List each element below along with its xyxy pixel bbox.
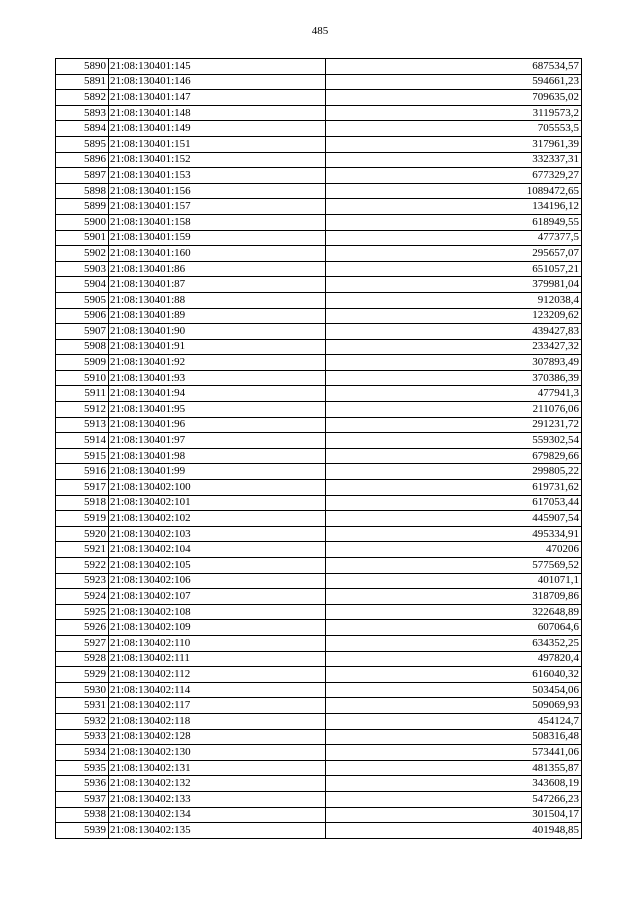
table-row (56, 526, 582, 542)
cadastral-number: 21:08:130402:128 (109, 729, 326, 745)
row-number: 5937 (56, 791, 109, 807)
cadastral-number: 21:08:130401:159 (109, 230, 326, 246)
table-row (56, 558, 582, 574)
value-cell: 307893,49 (326, 355, 582, 371)
value-cell: 477941,3 (326, 386, 582, 402)
table-row (56, 589, 582, 605)
cadastral-number: 21:08:130402:105 (109, 558, 326, 574)
row-number: 5896 (56, 152, 109, 168)
value-cell: 370386,39 (326, 370, 582, 386)
cadastral-number: 21:08:130401:92 (109, 355, 326, 371)
table-row (56, 230, 582, 246)
value-cell: 322648,89 (326, 604, 582, 620)
cadastral-number: 21:08:130401:149 (109, 121, 326, 137)
table-row (56, 90, 582, 106)
table-row (56, 277, 582, 293)
cadastral-number: 21:08:130402:103 (109, 526, 326, 542)
data-table (55, 58, 582, 839)
cadastral-number: 21:08:130402:133 (109, 791, 326, 807)
cadastral-number: 21:08:130402:130 (109, 745, 326, 761)
table-row (56, 760, 582, 776)
row-number: 5900 (56, 214, 109, 230)
table-row (56, 74, 582, 90)
table-row (56, 698, 582, 714)
value-cell: 211076,06 (326, 402, 582, 418)
row-number: 5930 (56, 682, 109, 698)
row-number: 5938 (56, 807, 109, 823)
row-number: 5892 (56, 90, 109, 106)
cadastral-number: 21:08:130401:90 (109, 324, 326, 340)
cadastral-number: 21:08:130401:94 (109, 386, 326, 402)
value-cell: 317961,39 (326, 136, 582, 152)
table-row (56, 199, 582, 215)
value-cell: 616040,32 (326, 667, 582, 683)
row-number: 5893 (56, 105, 109, 121)
row-number: 5902 (56, 246, 109, 262)
row-number: 5939 (56, 823, 109, 839)
table-row (56, 542, 582, 558)
cadastral-number: 21:08:130401:158 (109, 214, 326, 230)
table-row (56, 823, 582, 839)
cadastral-number: 21:08:130402:111 (109, 651, 326, 667)
table-row (56, 214, 582, 230)
table-row (56, 168, 582, 184)
table-row (56, 246, 582, 262)
value-cell: 481355,87 (326, 760, 582, 776)
row-number: 5925 (56, 604, 109, 620)
table-row (56, 776, 582, 792)
row-number: 5908 (56, 339, 109, 355)
value-cell: 497820,4 (326, 651, 582, 667)
cadastral-number: 21:08:130402:101 (109, 495, 326, 511)
cadastral-number: 21:08:130401:96 (109, 417, 326, 433)
table-row (56, 121, 582, 137)
row-number: 5891 (56, 74, 109, 90)
cadastral-number: 21:08:130402:107 (109, 589, 326, 605)
cadastral-number: 21:08:130402:112 (109, 667, 326, 683)
table-row (56, 308, 582, 324)
row-number: 5906 (56, 308, 109, 324)
table-row (56, 604, 582, 620)
table-row (56, 324, 582, 340)
cadastral-number: 21:08:130401:99 (109, 464, 326, 480)
value-cell: 1089472,65 (326, 183, 582, 199)
cadastral-number: 21:08:130401:157 (109, 199, 326, 215)
value-cell: 401948,85 (326, 823, 582, 839)
row-number: 5910 (56, 370, 109, 386)
row-number: 5927 (56, 635, 109, 651)
row-number: 5901 (56, 230, 109, 246)
row-number: 5899 (56, 199, 109, 215)
table-row (56, 651, 582, 667)
row-number: 5921 (56, 542, 109, 558)
table-row (56, 136, 582, 152)
value-cell: 123209,62 (326, 308, 582, 324)
table-row (56, 713, 582, 729)
row-number: 5933 (56, 729, 109, 745)
value-cell: 607064,6 (326, 620, 582, 636)
value-cell: 233427,32 (326, 339, 582, 355)
cadastral-number: 21:08:130402:106 (109, 573, 326, 589)
value-cell: 618949,55 (326, 214, 582, 230)
table-row (56, 386, 582, 402)
row-number: 5904 (56, 277, 109, 293)
cadastral-number: 21:08:130401:145 (109, 59, 326, 75)
row-number: 5918 (56, 495, 109, 511)
value-cell: 573441,06 (326, 745, 582, 761)
table-row (56, 635, 582, 651)
row-number: 5935 (56, 760, 109, 776)
cadastral-number: 21:08:130401:98 (109, 448, 326, 464)
value-cell: 677329,27 (326, 168, 582, 184)
cadastral-number: 21:08:130402:132 (109, 776, 326, 792)
row-number: 5915 (56, 448, 109, 464)
row-number: 5890 (56, 59, 109, 75)
row-number: 5920 (56, 526, 109, 542)
row-number: 5929 (56, 667, 109, 683)
cadastral-number: 21:08:130402:118 (109, 713, 326, 729)
value-cell: 495334,91 (326, 526, 582, 542)
table-body (56, 59, 582, 839)
cadastral-number: 21:08:130401:95 (109, 402, 326, 418)
value-cell: 559302,54 (326, 433, 582, 449)
value-cell: 470206 (326, 542, 582, 558)
cadastral-number: 21:08:130402:104 (109, 542, 326, 558)
row-number: 5936 (56, 776, 109, 792)
value-cell: 617053,44 (326, 495, 582, 511)
table-row (56, 620, 582, 636)
row-number: 5932 (56, 713, 109, 729)
value-cell: 679829,66 (326, 448, 582, 464)
value-cell: 295657,07 (326, 246, 582, 262)
cadastral-number: 21:08:130401:160 (109, 246, 326, 262)
table-row (56, 511, 582, 527)
cadastral-number: 21:08:130401:152 (109, 152, 326, 168)
cadastral-number: 21:08:130401:153 (109, 168, 326, 184)
value-cell: 912038,4 (326, 292, 582, 308)
row-number: 5928 (56, 651, 109, 667)
row-number: 5926 (56, 620, 109, 636)
row-number: 5907 (56, 324, 109, 340)
table-row (56, 183, 582, 199)
table-row (56, 433, 582, 449)
row-number: 5905 (56, 292, 109, 308)
value-cell: 634352,25 (326, 635, 582, 651)
cadastral-number: 21:08:130401:89 (109, 308, 326, 324)
row-number: 5923 (56, 573, 109, 589)
row-number: 5897 (56, 168, 109, 184)
value-cell: 299805,22 (326, 464, 582, 480)
cadastral-number: 21:08:130401:146 (109, 74, 326, 90)
row-number: 5903 (56, 261, 109, 277)
value-cell: 318709,86 (326, 589, 582, 605)
row-number: 5894 (56, 121, 109, 137)
row-number: 5934 (56, 745, 109, 761)
cadastral-number: 21:08:130401:86 (109, 261, 326, 277)
cadastral-number: 21:08:130402:134 (109, 807, 326, 823)
cadastral-number: 21:08:130402:117 (109, 698, 326, 714)
table-row (56, 105, 582, 121)
table-row (56, 448, 582, 464)
value-cell: 508316,48 (326, 729, 582, 745)
row-number: 5912 (56, 402, 109, 418)
row-number: 5898 (56, 183, 109, 199)
cadastral-number: 21:08:130402:131 (109, 760, 326, 776)
value-cell: 709635,02 (326, 90, 582, 106)
row-number: 5911 (56, 386, 109, 402)
value-cell: 3119573,2 (326, 105, 582, 121)
cadastral-number: 21:08:130402:114 (109, 682, 326, 698)
table-row (56, 370, 582, 386)
table-row (56, 480, 582, 496)
value-cell: 577569,52 (326, 558, 582, 574)
row-number: 5922 (56, 558, 109, 574)
row-number: 5913 (56, 417, 109, 433)
cadastral-number: 21:08:130402:135 (109, 823, 326, 839)
value-cell: 445907,54 (326, 511, 582, 527)
cadastral-number: 21:08:130401:156 (109, 183, 326, 199)
value-cell: 401071,1 (326, 573, 582, 589)
row-number: 5914 (56, 433, 109, 449)
table-row (56, 402, 582, 418)
row-number: 5909 (56, 355, 109, 371)
cadastral-number: 21:08:130401:151 (109, 136, 326, 152)
row-number: 5917 (56, 480, 109, 496)
value-cell: 619731,62 (326, 480, 582, 496)
cadastral-number: 21:08:130401:91 (109, 339, 326, 355)
table-row (56, 292, 582, 308)
value-cell: 705553,5 (326, 121, 582, 137)
cadastral-number: 21:08:130402:110 (109, 635, 326, 651)
value-cell: 379981,04 (326, 277, 582, 293)
table-row (56, 59, 582, 75)
value-cell: 503454,06 (326, 682, 582, 698)
cadastral-number: 21:08:130401:148 (109, 105, 326, 121)
value-cell: 509069,93 (326, 698, 582, 714)
row-number: 5895 (56, 136, 109, 152)
value-cell: 477377,5 (326, 230, 582, 246)
cadastral-number: 21:08:130402:108 (109, 604, 326, 620)
value-cell: 454124,7 (326, 713, 582, 729)
table-row (56, 152, 582, 168)
table-row (56, 495, 582, 511)
table-row (56, 791, 582, 807)
cadastral-number: 21:08:130401:87 (109, 277, 326, 293)
table-row (56, 745, 582, 761)
cadastral-number: 21:08:130401:93 (109, 370, 326, 386)
value-cell: 547266,23 (326, 791, 582, 807)
table-row (56, 355, 582, 371)
row-number: 5924 (56, 589, 109, 605)
table-row (56, 573, 582, 589)
cadastral-number: 21:08:130401:147 (109, 90, 326, 106)
value-cell: 301504,17 (326, 807, 582, 823)
table-row (56, 807, 582, 823)
row-number: 5919 (56, 511, 109, 527)
value-cell: 291231,72 (326, 417, 582, 433)
value-cell: 594661,23 (326, 74, 582, 90)
cadastral-number: 21:08:130402:102 (109, 511, 326, 527)
value-cell: 134196,12 (326, 199, 582, 215)
table-row (56, 261, 582, 277)
cadastral-number: 21:08:130402:109 (109, 620, 326, 636)
table-row (56, 339, 582, 355)
value-cell: 439427,83 (326, 324, 582, 340)
table-row (56, 682, 582, 698)
row-number: 5931 (56, 698, 109, 714)
page-number: 485 (311, 25, 329, 37)
cadastral-number: 21:08:130401:88 (109, 292, 326, 308)
table-row (56, 729, 582, 745)
table-row (56, 667, 582, 683)
value-cell: 687534,57 (326, 59, 582, 75)
cadastral-number: 21:08:130401:97 (109, 433, 326, 449)
value-cell: 343608,19 (326, 776, 582, 792)
table-row (56, 464, 582, 480)
value-cell: 332337,31 (326, 152, 582, 168)
cadastral-number: 21:08:130402:100 (109, 480, 326, 496)
value-cell: 651057,21 (326, 261, 582, 277)
row-number: 5916 (56, 464, 109, 480)
table-row (56, 417, 582, 433)
